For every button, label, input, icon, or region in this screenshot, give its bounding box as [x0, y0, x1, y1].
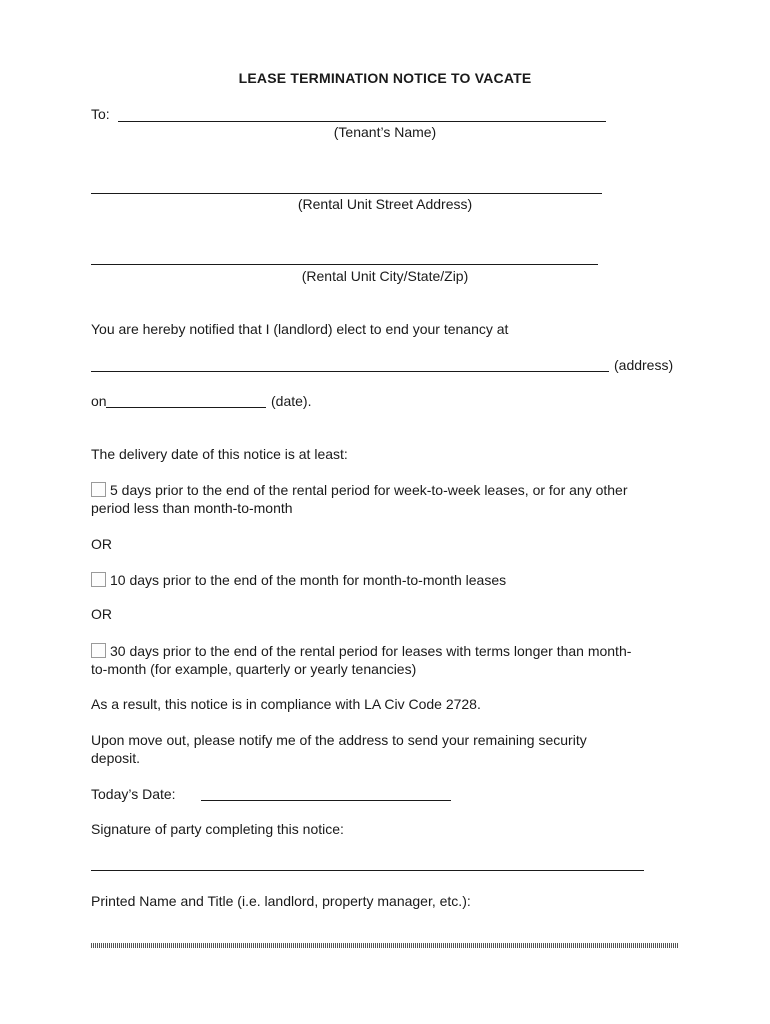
option-10-days-line1: 10 days prior to the end of the month for month-to-month leases [110, 572, 507, 588]
compliance-text: As a result, this notice is in compliance with LA Civ Code 2728. [91, 696, 481, 712]
todays-date-label: Today’s Date: [91, 786, 176, 802]
or-label-second: OR [91, 606, 112, 622]
street-address-caption: (Rental Unit Street Address) [297, 196, 473, 212]
move-out-line1: Upon move out, please notify me of the address to send your remaining security [91, 732, 587, 748]
checkbox-10-days[interactable] [91, 572, 106, 587]
option-10-days [91, 571, 506, 589]
move-out-paragraph [91, 731, 587, 767]
notified-text: You are hereby notified that I (landlord) elect to end your tenancy at [91, 321, 509, 337]
option-30-days-line2: to-month (for example, quarterly or yearly tenancies) [91, 661, 417, 677]
checkbox-5-days[interactable] [91, 482, 106, 497]
checkbox-30-days[interactable] [91, 643, 106, 658]
city-state-zip-caption: (Rental Unit City/State/Zip) [301, 268, 469, 284]
city-state-zip-field[interactable] [91, 264, 598, 265]
option-30-days-line1: 30 days prior to the end of the rental period for leases with terms longer than month- [110, 643, 632, 659]
option-5-days-line1: 5 days prior to the end of the rental period for week-to-week leases, or for any other [110, 482, 628, 498]
address-suffix: (address) [614, 357, 674, 373]
on-label: on [91, 393, 107, 409]
or-label-first: OR [91, 536, 112, 552]
option-5-days-line2: period less than month-to-month [91, 500, 293, 516]
delivery-text: The delivery date of this notice is at least: [91, 446, 348, 462]
move-out-line2: deposit. [91, 750, 141, 766]
document-title: LEASE TERMINATION NOTICE TO VACATE [238, 70, 532, 86]
signature-field[interactable] [91, 870, 644, 871]
tenancy-address-field[interactable] [91, 371, 609, 372]
option-5-days [91, 481, 628, 517]
street-address-field[interactable] [91, 193, 602, 194]
todays-date-field[interactable] [201, 800, 451, 801]
tenant-name-field[interactable] [118, 121, 606, 122]
end-date-field[interactable] [106, 407, 266, 408]
date-suffix: (date). [271, 393, 312, 409]
printed-name-field[interactable] [91, 943, 679, 948]
printed-name-label: Printed Name and Title (i.e. landlord, property manager, etc.): [91, 893, 471, 909]
option-30-days [91, 642, 631, 678]
tenant-name-caption: (Tenant’s Name) [333, 124, 437, 140]
to-label: To: [91, 106, 110, 122]
signature-label: Signature of party completing this notice: [91, 821, 344, 837]
